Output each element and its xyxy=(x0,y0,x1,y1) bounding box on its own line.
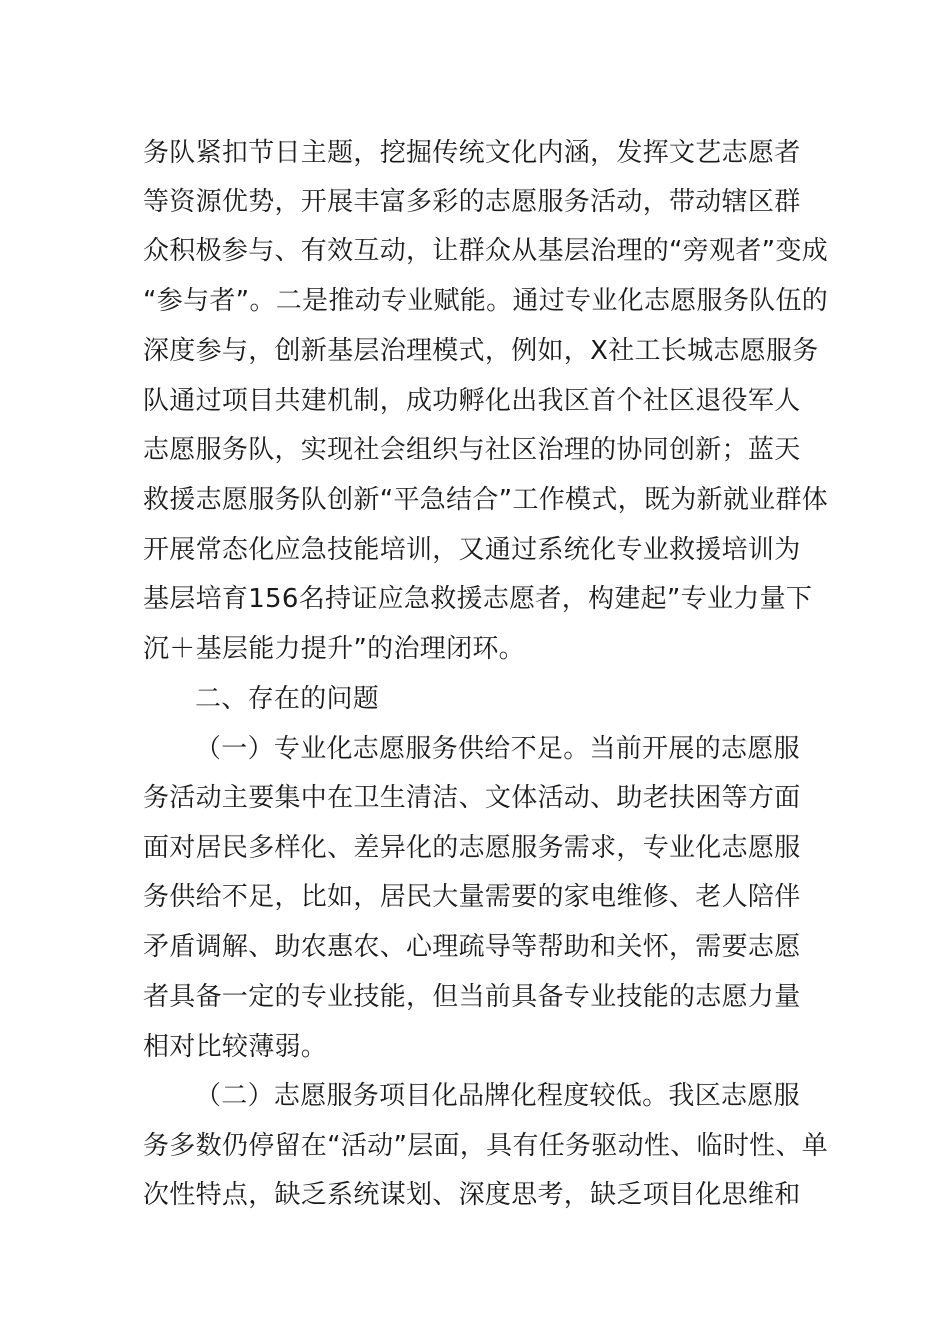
body-text-line: 救援志愿服务队创新“平急结合”工作模式，既为新就业群体 xyxy=(143,485,829,515)
section-heading: 二、存在的问题 xyxy=(195,684,380,714)
body-text-line: 沉＋基层能力提升”的治理闭环。 xyxy=(143,634,525,664)
body-text-line: 面对居民多样化、差异化的志愿服务需求，专业化志愿服 xyxy=(143,833,801,863)
body-text-line: 队通过项目共建机制，成功孵化出我区首个社区退役军人 xyxy=(143,386,801,416)
body-text-line: “参与者”。二是推动专业赋能。通过专业化志愿服务队伍的 xyxy=(143,286,829,316)
body-text-line: 开展常态化应急技能培训，又通过系统化专业救援培训为 xyxy=(143,535,801,565)
body-text-line: 务活动主要集中在卫生清洁、文体活动、助老扶困等方面 xyxy=(143,783,801,813)
body-text-line: 众积极参与、有效互动，让群众从基层治理的“旁观者”变成 xyxy=(143,236,829,266)
body-text-line: 志愿服务队，实现社会组织与社区治理的协同创新；蓝天 xyxy=(143,435,801,465)
body-text-line: 次性特点，缺乏系统谋划、深度思考，缺乏项目化思维和 xyxy=(143,1180,801,1210)
body-text-line: 务多数仍停留在“活动”层面，具有任务驱动性、临时性、单 xyxy=(143,1131,829,1161)
body-text-line: 务供给不足，比如，居民大量需要的家电维修、老人陪伴 xyxy=(143,882,801,912)
body-text-line: 矛盾调解、助农惠农、心理疏导等帮助和关怀，需要志愿 xyxy=(143,932,801,962)
body-text-line: 等资源优势，开展丰富多彩的志愿服务活动，带动辖区群 xyxy=(143,187,801,217)
body-text-line: 深度参与，创新基层治理模式，例如，X社工长城志愿服务 xyxy=(143,336,819,366)
body-text-line: 务队紧扣节日主题，挖掘传统文化内涵，发挥文艺志愿者 xyxy=(143,138,801,168)
subsection-heading-1: （一）专业化志愿服务供给不足。当前开展的志愿服 xyxy=(195,734,800,764)
body-text-line: 者具备一定的专业技能，但当前具备专业技能的志愿力量 xyxy=(143,982,801,1012)
body-text-line: 基层培育156名持证应急救援志愿者，构建起”专业力量下 xyxy=(143,584,813,614)
subsection-heading-2: （二）志愿服务项目化品牌化程度较低。我区志愿服 xyxy=(195,1081,800,1111)
body-text-line: 相对比较薄弱。 xyxy=(143,1032,328,1062)
